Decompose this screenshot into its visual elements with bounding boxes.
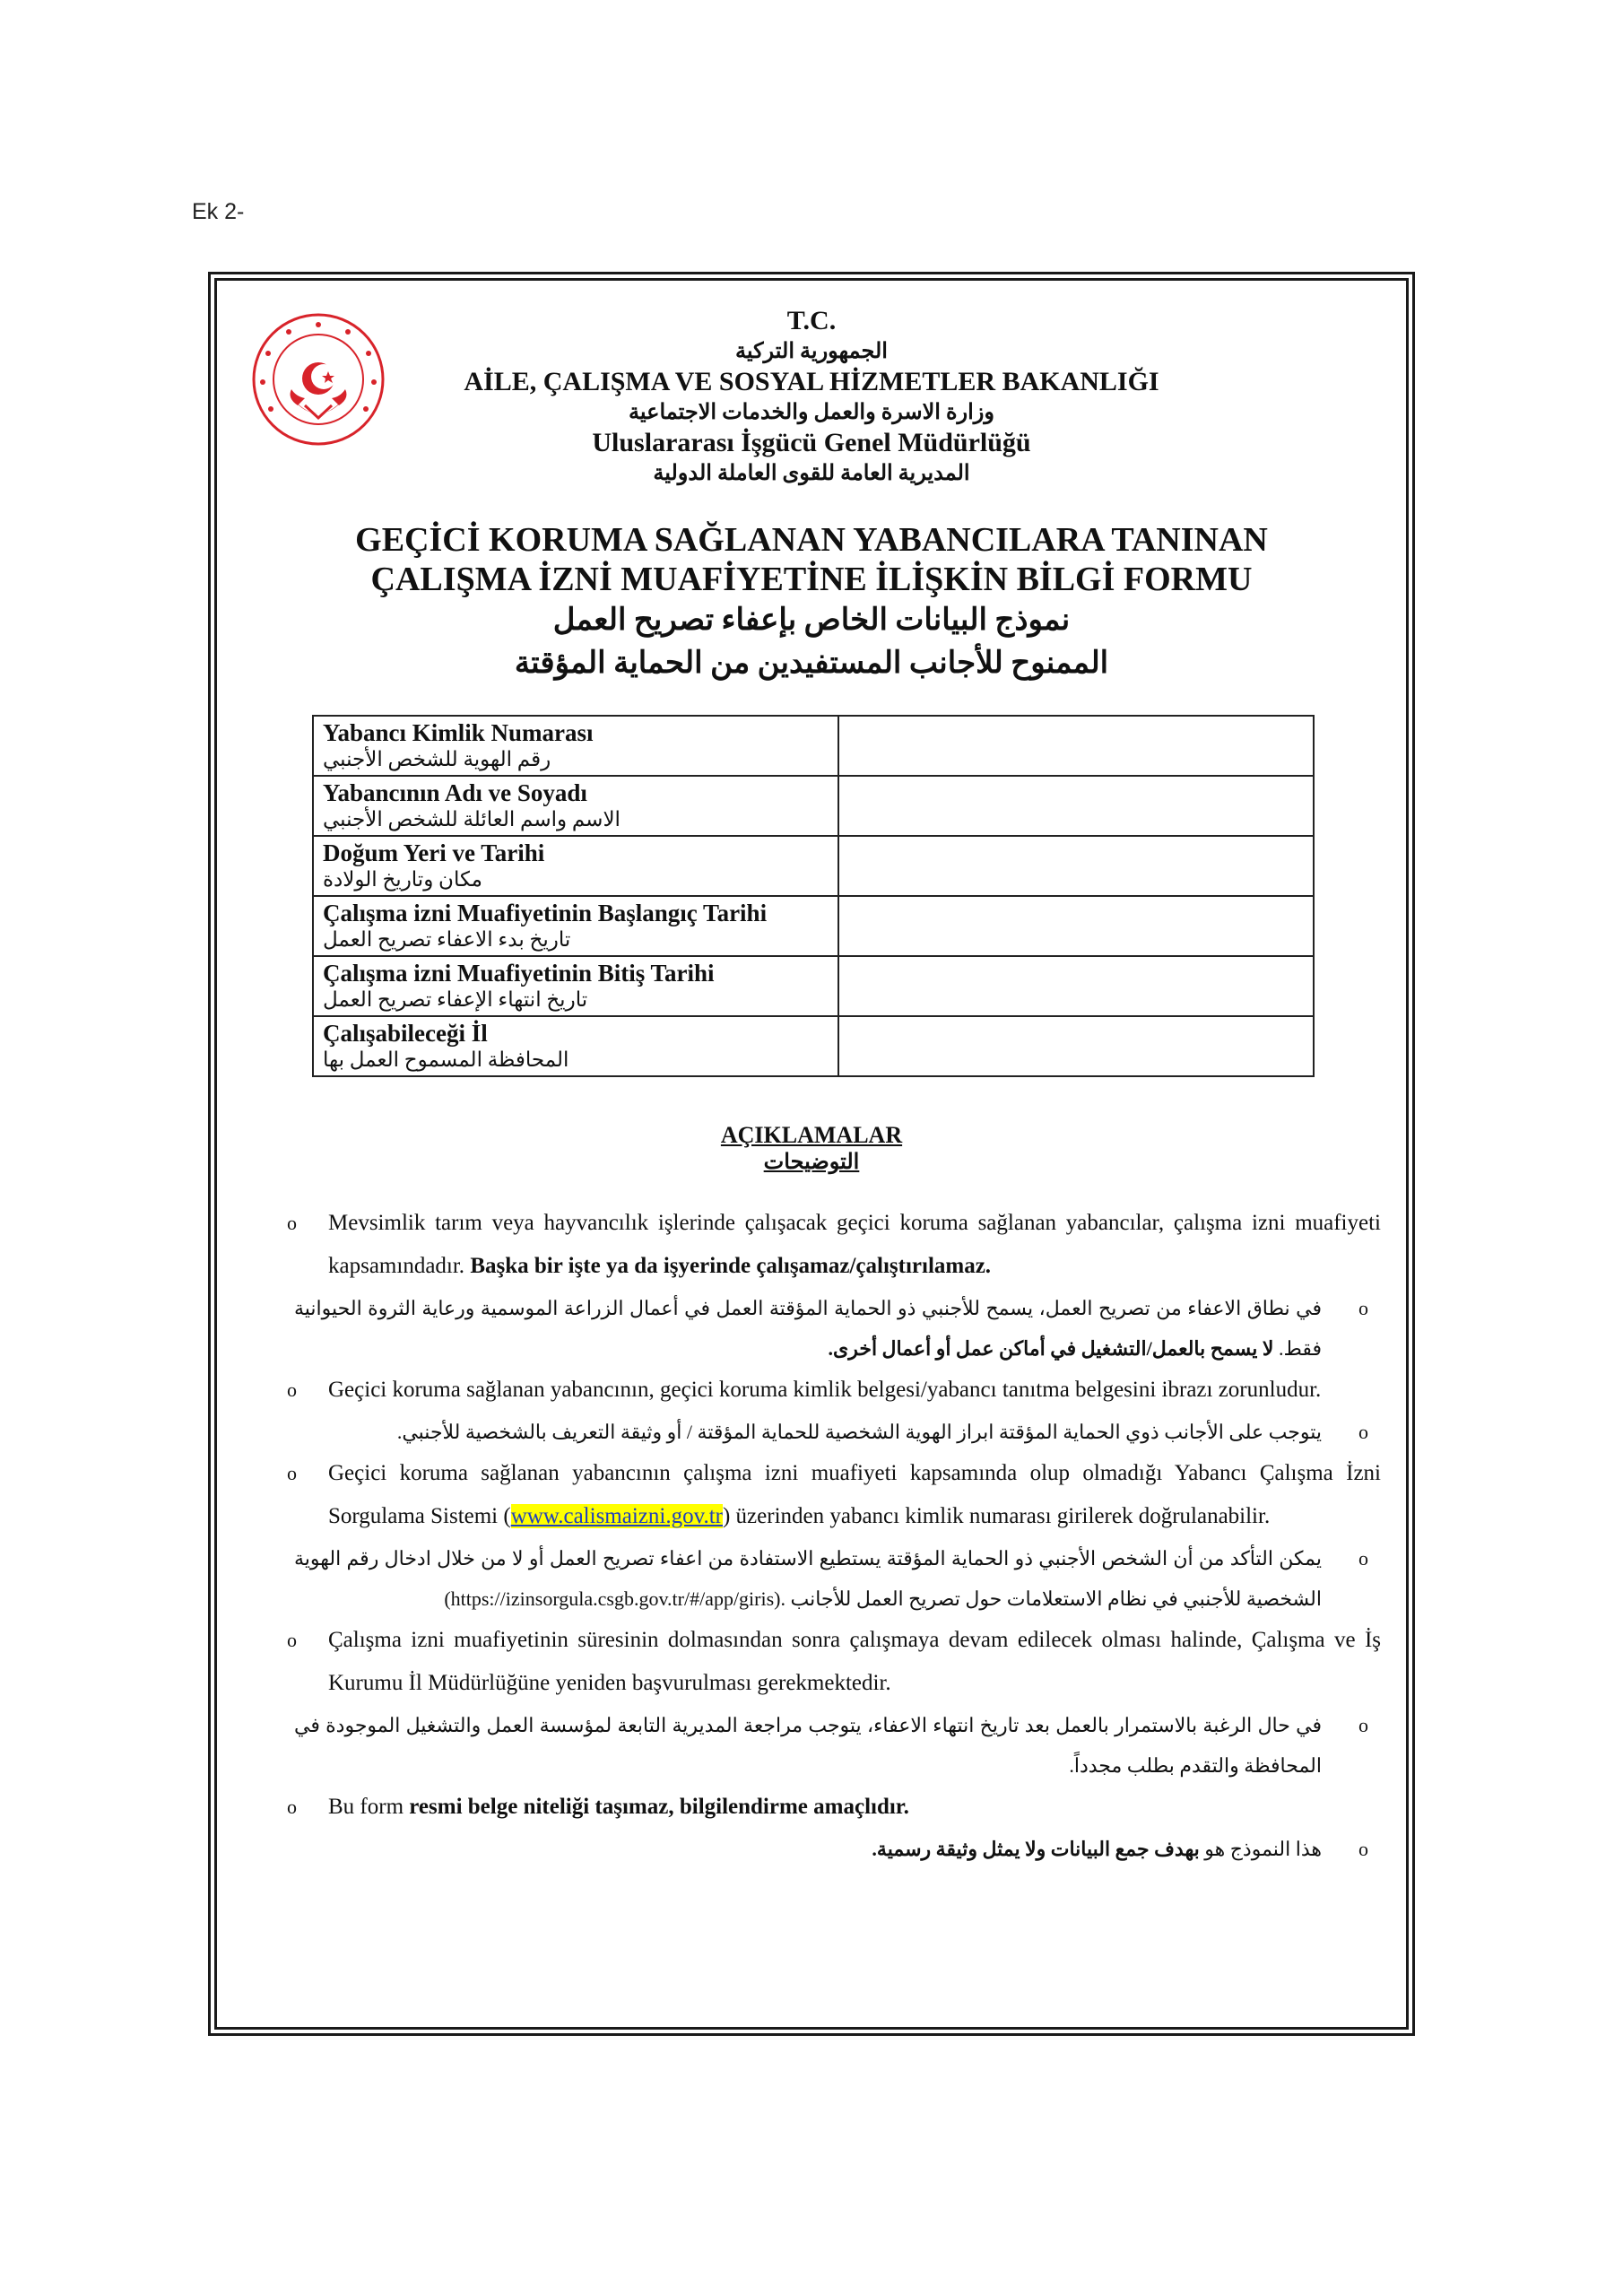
row-label bbox=[313, 836, 838, 896]
ministry-logo bbox=[251, 312, 386, 447]
table-row bbox=[313, 836, 1314, 896]
list-item-arabic bbox=[285, 1829, 1381, 1869]
explanations-title: AÇIKLAMALAR bbox=[720, 1122, 903, 1148]
name-surname-field[interactable] bbox=[838, 776, 1314, 836]
header-tc: T.C. bbox=[786, 306, 837, 335]
province-field[interactable] bbox=[838, 1016, 1314, 1076]
bullet-icon: o bbox=[287, 1462, 297, 1484]
bullet-text: Mevsimlik tarım veya hayvancılık işlerinde çalışacak geçici koruma sağlanan yabancılar, çalışma izni muafiyeti kapsamındadır. bbox=[328, 1211, 1381, 1278]
izinsorgula-link[interactable]: (https://izinsorgula.csgb.gov.tr/#/app/giris). bbox=[444, 1587, 785, 1610]
exemption-start-field[interactable] bbox=[838, 896, 1314, 956]
bullet-text: Geçici koruma sağlanan yabancının çalışma izni muafiyeti kapsamında olup olmadığı Yabancı Çalışma İzni Sorgulama Sistemi ( bbox=[328, 1461, 1381, 1528]
header-directorate: Uluslararası İşgücü Genel Müdürlüğü bbox=[592, 428, 1031, 457]
bullet-bold-text: لا يسمح بالعمل/التشغيل في أماكن عمل أو أعمال أخرى. bbox=[828, 1337, 1274, 1360]
list-item-arabic bbox=[285, 1705, 1381, 1786]
bullet-text: هذا النموذج هو bbox=[1204, 1838, 1322, 1860]
list-item-arabic bbox=[285, 1538, 1381, 1619]
bullet-icon: o bbox=[1358, 1714, 1368, 1736]
title-arabic-1: نموذج البيانات الخاص بإعفاء تصريح العمل bbox=[552, 604, 1071, 637]
calismaizni-link[interactable]: www.calismaizni.gov.tr bbox=[510, 1504, 723, 1528]
label-arabic: الاسم واسم العائلة للشخص الأجنبي bbox=[323, 808, 621, 831]
exemption-end-field[interactable] bbox=[838, 956, 1314, 1016]
bullet-text: في حال الرغبة بالاستمرار بالعمل بعد تاريخ انتهاء الاعفاء، يتوجب مراجعة المديرية التابعة لمؤسسة العمل والتشغيل الموجودة في المحافظة والتقدم بطلب مجدداً. bbox=[294, 1714, 1322, 1777]
bullet-icon: o bbox=[1358, 1297, 1368, 1319]
list-item-arabic bbox=[285, 1288, 1381, 1369]
list-item bbox=[285, 1202, 1381, 1288]
bullet-icon: o bbox=[1358, 1421, 1368, 1443]
label-turkish: Yabancının Adı ve Soyadı bbox=[323, 779, 587, 806]
label-arabic: رقم الهوية للشخص الأجنبي bbox=[323, 748, 551, 770]
list-item-arabic bbox=[285, 1412, 1381, 1452]
table-row bbox=[313, 1016, 1314, 1076]
row-label bbox=[313, 956, 838, 1016]
table-row bbox=[313, 896, 1314, 956]
title-arabic-2: الممنوح للأجانب المستفيدين من الحماية المؤقتة bbox=[514, 647, 1109, 680]
document-header bbox=[448, 305, 1175, 488]
label-arabic: المحافظة المسموح العمل بها bbox=[323, 1048, 569, 1071]
explanations-heading bbox=[628, 1121, 995, 1175]
header-tc-arabic: الجمهورية التركية bbox=[735, 340, 888, 363]
header-directorate-arabic: المديرية العامة للقوى العاملة الدولية bbox=[653, 462, 970, 485]
title-line-1: GEÇİCİ KORUMA SAĞLANAN YABANCILARA TANINAN bbox=[355, 521, 1268, 559]
page-label: Ek 2- bbox=[192, 199, 245, 224]
bullet-icon: o bbox=[1358, 1838, 1368, 1860]
header-ministry: AİLE, ÇALIŞMA VE SOSYAL HİZMETLER BAKANLIĞI bbox=[464, 367, 1159, 396]
explanations-title-arabic: التوضيحات bbox=[763, 1151, 860, 1174]
bullet-text: في نطاق الاعفاء من تصريح العمل، يسمح للأجنبي ذو الحماية المؤقتة العمل في أعمال الزراعة الموسمية ورعاية الثروة الحيوانية فقط. bbox=[294, 1297, 1322, 1360]
bullet-text: Geçici koruma sağlanan yabancının, geçici koruma kimlik belgesi/yabancı tanıtma belgesini ibrazı zorunludur. bbox=[328, 1378, 1322, 1402]
form-title bbox=[269, 520, 1354, 685]
label-arabic: مكان وتاريخ الولادة bbox=[323, 868, 482, 891]
row-label bbox=[313, 716, 838, 776]
row-label bbox=[313, 1016, 838, 1076]
table-row bbox=[313, 716, 1314, 776]
bullet-text: Çalışma izni muafiyetinin süresinin dolmasından sonra çalışmaya devam edilecek olması halinde, Çalışma ve İş Kurumu İl Müdürlüğüne yeniden başvurulması gerekmektedir. bbox=[328, 1628, 1381, 1695]
bullet-icon: o bbox=[287, 1212, 297, 1234]
label-turkish: Doğum Yeri ve Tarihi bbox=[323, 839, 545, 866]
bullet-bold-text: بهدف جمع البيانات ولا يمثل وثيقة رسمية. bbox=[872, 1838, 1200, 1860]
foreign-id-field[interactable] bbox=[838, 716, 1314, 776]
birth-place-date-field[interactable] bbox=[838, 836, 1314, 896]
bullet-text: يتوجب على الأجانب ذوي الحماية المؤقتة ابراز الهوية الشخصية للحماية المؤقتة / أو وثيقة التعريف بالشخصية للأجنبي. bbox=[396, 1421, 1322, 1443]
header-ministry-arabic: وزارة الاسرة والعمل والخدمات الاجتماعية bbox=[629, 401, 994, 424]
row-label bbox=[313, 776, 838, 836]
info-table bbox=[312, 715, 1315, 1077]
bullet-icon: o bbox=[287, 1796, 297, 1818]
bullet-text: يمكن التأكد من أن الشخص الأجنبي ذو الحماية المؤقتة يستطيع الاستفادة من اعفاء تصريح العمل أو لا من خلال ادخال رقم الهوية الشخصية للأجنبي في نظام الاستعلامات حول تصريح العمل للأجانب bbox=[294, 1547, 1322, 1610]
bullet-icon: o bbox=[287, 1378, 297, 1401]
label-turkish: Yabancı Kimlik Numarası bbox=[323, 719, 594, 746]
list-item bbox=[285, 1369, 1381, 1412]
table-row bbox=[313, 776, 1314, 836]
table-row bbox=[313, 956, 1314, 1016]
label-turkish: Çalışma izni Muafiyetinin Bitiş Tarihi bbox=[323, 960, 715, 987]
explanations-list bbox=[285, 1202, 1381, 1869]
title-line-2: ÇALIŞMA İZNİ MUAFİYETİNE İLİŞKİN BİLGİ FORMU bbox=[370, 561, 1253, 598]
list-item bbox=[285, 1619, 1381, 1705]
bullet-text: ) üzerinden yabancı kimlik numarası girilerek doğrulanabilir. bbox=[722, 1504, 1271, 1528]
bullet-bold-text: Başka bir işte ya da işyerinde çalışamaz/çalıştırılamaz. bbox=[470, 1254, 992, 1278]
list-item bbox=[285, 1786, 1381, 1829]
bullet-text: Bu form bbox=[328, 1795, 404, 1819]
bullet-icon: o bbox=[1358, 1547, 1368, 1570]
list-item bbox=[285, 1452, 1381, 1538]
label-turkish: Çalışabileceği İl bbox=[323, 1020, 488, 1047]
bullet-icon: o bbox=[287, 1629, 297, 1651]
label-arabic: تاريخ بدء الاعفاء تصريح العمل bbox=[323, 928, 571, 951]
bullet-bold-text: resmi belge niteliği taşımaz, bilgilendirme amaçlıdır. bbox=[409, 1795, 909, 1819]
label-arabic: تاريخ انتهاء الإعفاء تصريح العمل bbox=[323, 988, 588, 1011]
label-turkish: Çalışma izni Muafiyetinin Başlangıç Tarihi bbox=[323, 900, 768, 926]
row-label bbox=[313, 896, 838, 956]
